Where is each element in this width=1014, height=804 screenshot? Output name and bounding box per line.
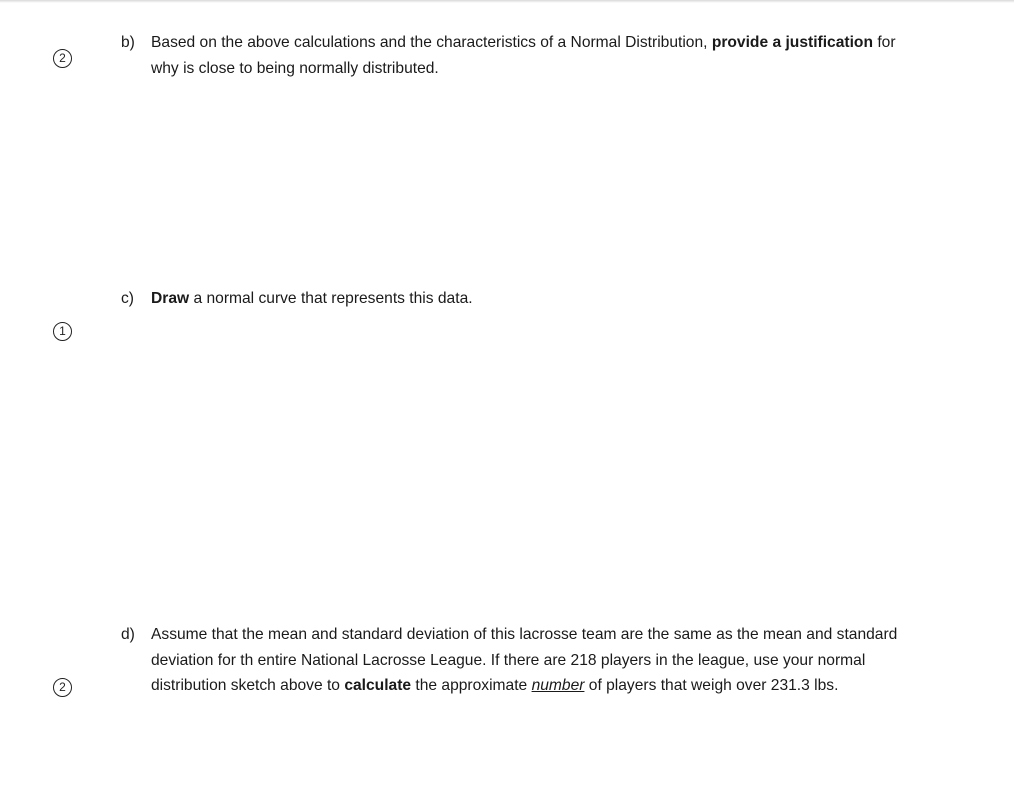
question-d-letter: d) bbox=[121, 626, 135, 643]
question-c bbox=[121, 286, 926, 312]
mark-allocation-d: 2 bbox=[53, 678, 72, 697]
question-c-text-part-1: a normal curve that represents this data. bbox=[189, 290, 473, 307]
mark-allocation-b: 2 bbox=[53, 49, 72, 68]
question-c-letter: c) bbox=[121, 290, 134, 307]
question-b-text bbox=[151, 30, 926, 81]
question-d-underlined-word: number bbox=[531, 677, 585, 694]
mark-allocation-c: 1 bbox=[53, 322, 72, 341]
question-d-text bbox=[151, 622, 926, 699]
question-b-letter: b) bbox=[121, 34, 135, 51]
page-top-edge bbox=[0, 0, 1014, 3]
question-b-text-part-1: Based on the above calculations and the characteristics of a Normal Distribution, bbox=[151, 34, 712, 51]
question-d-text-part-3: of players that weigh over 231.3 lbs. bbox=[584, 677, 839, 694]
question-d-text-part-2: the approximate bbox=[411, 677, 532, 694]
question-d-bold-instruction: calculate bbox=[344, 677, 412, 694]
question-b-bold-instruction: provide a justification bbox=[711, 34, 873, 51]
question-d bbox=[121, 622, 926, 699]
question-c-text bbox=[151, 286, 926, 312]
question-b bbox=[121, 30, 926, 81]
question-c-bold-instruction: Draw bbox=[151, 290, 190, 307]
question-d-text-part-1: Assume that the mean and standard deviation of this lacrosse team are the same as the mean and standard deviation for th entire National Lacrosse League. If there are 218 players in the league, use your normal distribution sketch above to bbox=[151, 626, 898, 694]
question-b-text-part-2: for why is close to being normally distributed. bbox=[151, 34, 896, 77]
